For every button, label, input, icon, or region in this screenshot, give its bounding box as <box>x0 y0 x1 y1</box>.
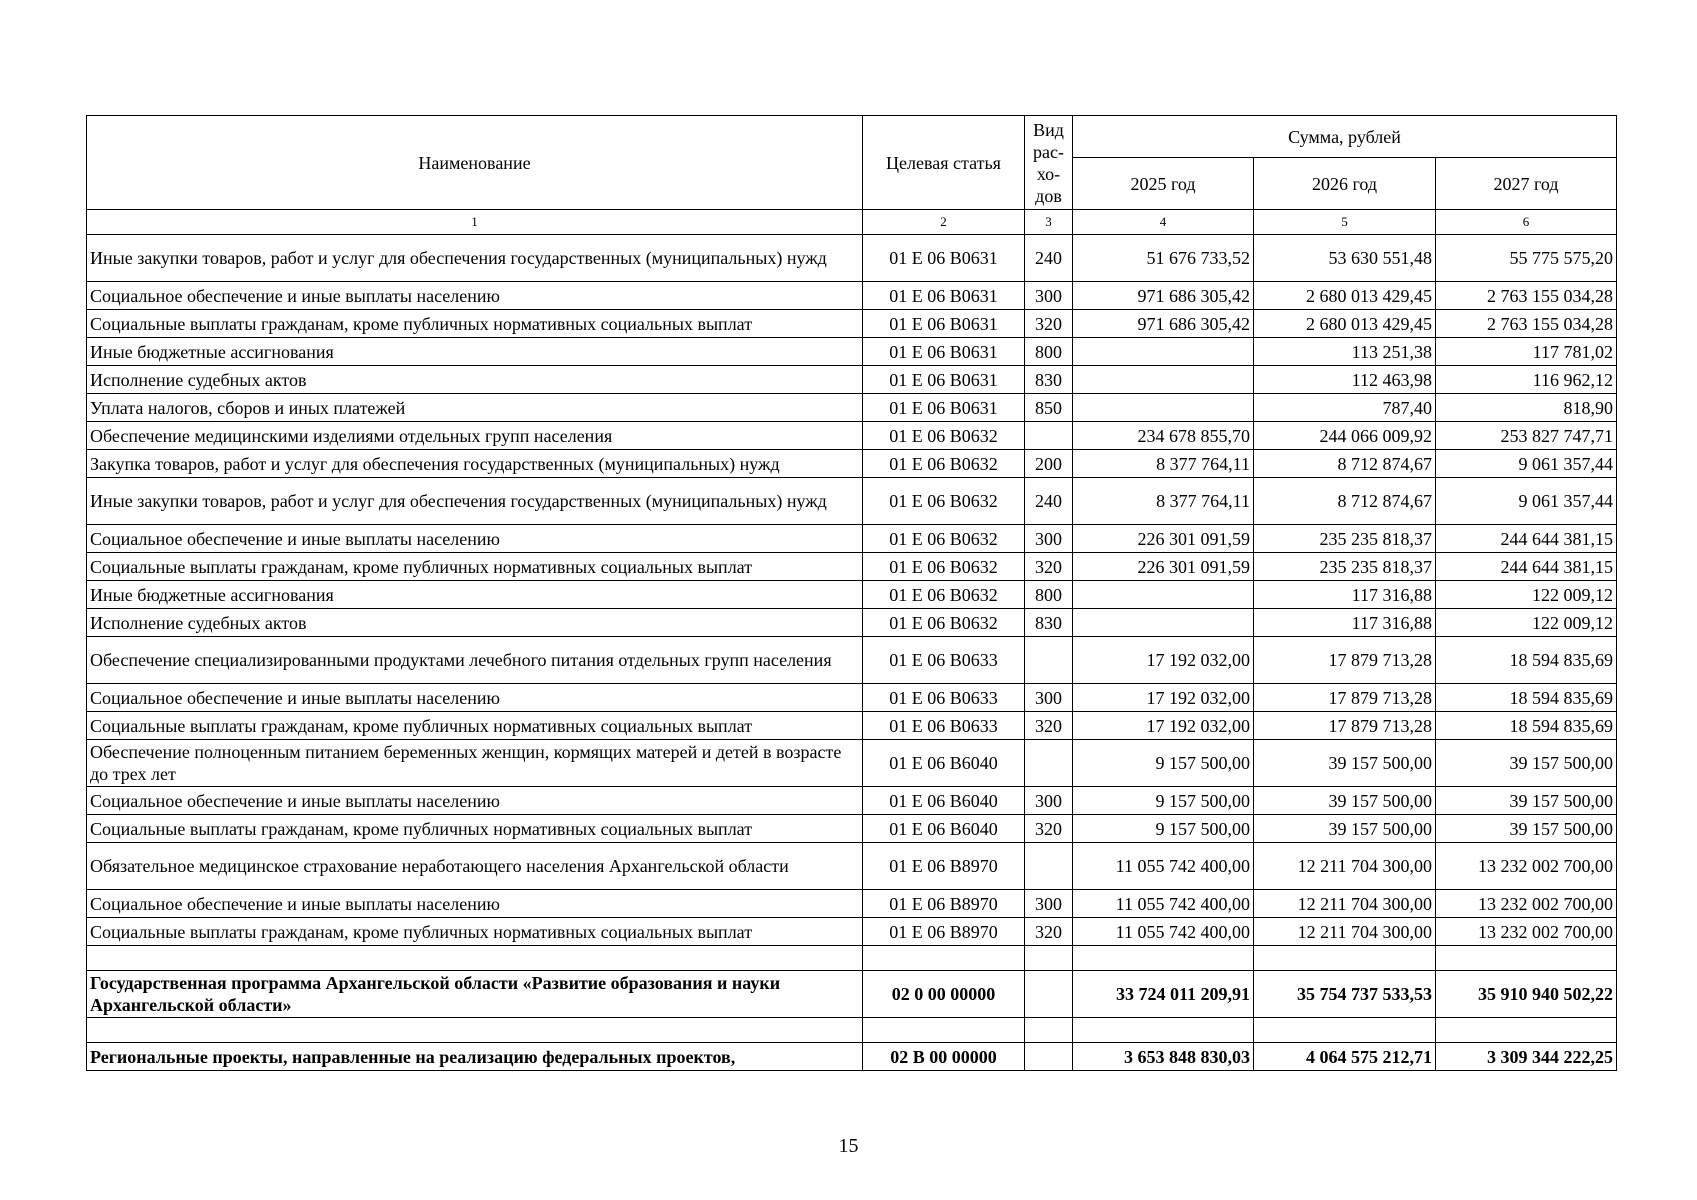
table-row <box>87 890 1617 918</box>
row-sum-2027: 244 644 381,15 <box>1436 553 1617 581</box>
row-target-code: 01 Е 06 В6040 <box>863 740 1025 787</box>
row-name: Обеспечение полноценным питанием беременных женщин, кормящих матерей и детей в возрасте до трех лет <box>87 740 863 787</box>
row-sum-2026: 117 316,88 <box>1254 609 1436 637</box>
column-number: 5 <box>1254 210 1436 235</box>
row-name <box>87 1018 863 1043</box>
header-name: Наименование <box>87 116 863 210</box>
row-name: Закупка товаров, работ и услуг для обеспечения государственных (муниципальных) нужд <box>87 450 863 478</box>
row-target-code: 01 Е 06 В0631 <box>863 366 1025 394</box>
row-sum-2026: 235 235 818,37 <box>1254 553 1436 581</box>
row-target-code <box>863 946 1025 971</box>
row-expense-kind: 300 <box>1025 890 1073 918</box>
row-target-code: 01 Е 06 В6040 <box>863 815 1025 843</box>
row-sum-2026: 17 879 713,28 <box>1254 637 1436 684</box>
row-sum-2027: 244 644 381,15 <box>1436 525 1617 553</box>
table-row <box>87 918 1617 946</box>
row-name: Социальное обеспечение и иные выплаты населению <box>87 684 863 712</box>
table-row <box>87 1043 1617 1071</box>
row-sum-2025 <box>1073 946 1254 971</box>
row-expense-kind: 830 <box>1025 366 1073 394</box>
row-name: Иные закупки товаров, работ и услуг для обеспечения государственных (муниципальных) нужд <box>87 235 863 282</box>
row-sum-2025: 11 055 742 400,00 <box>1073 890 1254 918</box>
row-name: Исполнение судебных актов <box>87 609 863 637</box>
row-sum-2026: 235 235 818,37 <box>1254 525 1436 553</box>
row-sum-2026: 2 680 013 429,45 <box>1254 282 1436 310</box>
row-target-code: 01 Е 06 В0632 <box>863 553 1025 581</box>
row-sum-2025: 8 377 764,11 <box>1073 478 1254 525</box>
row-target-code: 01 Е 06 В0632 <box>863 422 1025 450</box>
row-target-code: 01 Е 06 В0631 <box>863 235 1025 282</box>
row-name: Социальное обеспечение и иные выплаты населению <box>87 282 863 310</box>
row-name <box>87 946 863 971</box>
row-expense-kind <box>1025 971 1073 1018</box>
row-expense-kind: 800 <box>1025 581 1073 609</box>
row-sum-2027: 39 157 500,00 <box>1436 740 1617 787</box>
table-row <box>87 787 1617 815</box>
row-sum-2027: 2 763 155 034,28 <box>1436 310 1617 338</box>
page-number: 15 <box>838 1135 859 1157</box>
table-row <box>87 282 1617 310</box>
row-sum-2026 <box>1254 946 1436 971</box>
table-row <box>87 637 1617 684</box>
row-expense-kind <box>1025 843 1073 890</box>
row-sum-2026: 113 251,38 <box>1254 338 1436 366</box>
row-expense-kind: 320 <box>1025 553 1073 581</box>
row-sum-2026: 8 712 874,67 <box>1254 450 1436 478</box>
row-sum-2027: 117 781,02 <box>1436 338 1617 366</box>
row-target-code: 01 Е 06 В0632 <box>863 525 1025 553</box>
row-sum-2027 <box>1436 1018 1617 1043</box>
table-row <box>87 712 1617 740</box>
row-name: Обязательное медицинское страхование неработающего населения Архангельской области <box>87 843 863 890</box>
row-expense-kind <box>1025 1018 1073 1043</box>
row-sum-2027: 818,90 <box>1436 394 1617 422</box>
row-expense-kind <box>1025 946 1073 971</box>
row-sum-2027: 55 775 575,20 <box>1436 235 1617 282</box>
table-row <box>87 815 1617 843</box>
row-name: Региональные проекты, направленные на реализацию федеральных проектов, <box>87 1043 863 1071</box>
header-target: Целевая статья <box>863 116 1025 210</box>
row-target-code: 01 Е 06 В0631 <box>863 338 1025 366</box>
row-sum-2025 <box>1073 366 1254 394</box>
row-sum-2027: 9 061 357,44 <box>1436 478 1617 525</box>
row-sum-2025: 51 676 733,52 <box>1073 235 1254 282</box>
row-target-code <box>863 1018 1025 1043</box>
row-sum-2027: 18 594 835,69 <box>1436 712 1617 740</box>
table-row <box>87 422 1617 450</box>
table-row <box>87 581 1617 609</box>
table-row <box>87 310 1617 338</box>
row-sum-2025: 226 301 091,59 <box>1073 525 1254 553</box>
row-sum-2025: 11 055 742 400,00 <box>1073 843 1254 890</box>
row-target-code: 02 0 00 00000 <box>863 971 1025 1018</box>
row-sum-2026: 117 316,88 <box>1254 581 1436 609</box>
row-target-code: 01 Е 06 В0633 <box>863 712 1025 740</box>
row-name: Иные закупки товаров, работ и услуг для обеспечения государственных (муниципальных) нужд <box>87 478 863 525</box>
table-row <box>87 946 1617 971</box>
header-year-2027: 2027 год <box>1436 158 1617 210</box>
row-expense-kind: 200 <box>1025 450 1073 478</box>
row-name: Социальные выплаты гражданам, кроме публичных нормативных социальных выплат <box>87 815 863 843</box>
row-name: Социальное обеспечение и иные выплаты населению <box>87 890 863 918</box>
row-sum-2025: 226 301 091,59 <box>1073 553 1254 581</box>
row-sum-2026: 17 879 713,28 <box>1254 712 1436 740</box>
row-expense-kind: 240 <box>1025 478 1073 525</box>
row-sum-2027: 39 157 500,00 <box>1436 787 1617 815</box>
row-sum-2027: 122 009,12 <box>1436 609 1617 637</box>
row-name: Государственная программа Архангельской области «Развитие образования и науки Архангельской области» <box>87 971 863 1018</box>
row-expense-kind: 320 <box>1025 918 1073 946</box>
row-sum-2026: 244 066 009,92 <box>1254 422 1436 450</box>
row-sum-2025: 11 055 742 400,00 <box>1073 918 1254 946</box>
row-sum-2026: 35 754 737 533,53 <box>1254 971 1436 1018</box>
row-sum-2026: 12 211 704 300,00 <box>1254 890 1436 918</box>
row-sum-2026: 12 211 704 300,00 <box>1254 918 1436 946</box>
row-sum-2025 <box>1073 1018 1254 1043</box>
row-sum-2026: 112 463,98 <box>1254 366 1436 394</box>
row-sum-2026: 8 712 874,67 <box>1254 478 1436 525</box>
row-expense-kind: 800 <box>1025 338 1073 366</box>
row-sum-2025: 971 686 305,42 <box>1073 282 1254 310</box>
column-number: 2 <box>863 210 1025 235</box>
row-target-code: 01 Е 06 В0632 <box>863 450 1025 478</box>
row-sum-2025: 9 157 500,00 <box>1073 787 1254 815</box>
header-kind: Вид рас-хо-дов <box>1025 116 1073 210</box>
row-sum-2025: 17 192 032,00 <box>1073 712 1254 740</box>
row-sum-2027 <box>1436 946 1617 971</box>
row-sum-2025: 9 157 500,00 <box>1073 815 1254 843</box>
row-sum-2027: 122 009,12 <box>1436 581 1617 609</box>
row-target-code: 01 Е 06 В0632 <box>863 478 1025 525</box>
column-number: 4 <box>1073 210 1254 235</box>
header-sum: Сумма, рублей <box>1073 116 1617 158</box>
header-year-2025: 2025 год <box>1073 158 1254 210</box>
row-sum-2025: 17 192 032,00 <box>1073 637 1254 684</box>
table-row <box>87 525 1617 553</box>
row-target-code: 01 Е 06 В0632 <box>863 609 1025 637</box>
row-sum-2025 <box>1073 394 1254 422</box>
row-sum-2027: 18 594 835,69 <box>1436 637 1617 684</box>
row-name: Социальное обеспечение и иные выплаты населению <box>87 787 863 815</box>
row-name: Социальное обеспечение и иные выплаты населению <box>87 525 863 553</box>
row-target-code: 01 Е 06 В0632 <box>863 581 1025 609</box>
table-row <box>87 684 1617 712</box>
row-expense-kind: 850 <box>1025 394 1073 422</box>
row-sum-2027: 2 763 155 034,28 <box>1436 282 1617 310</box>
row-sum-2026: 39 157 500,00 <box>1254 815 1436 843</box>
row-target-code: 01 Е 06 В0631 <box>863 394 1025 422</box>
row-expense-kind: 240 <box>1025 235 1073 282</box>
row-name: Иные бюджетные ассигнования <box>87 338 863 366</box>
row-name: Социальные выплаты гражданам, кроме публичных нормативных социальных выплат <box>87 712 863 740</box>
row-expense-kind <box>1025 422 1073 450</box>
row-sum-2025 <box>1073 338 1254 366</box>
row-sum-2026 <box>1254 1018 1436 1043</box>
budget-table <box>86 115 1617 1071</box>
row-target-code: 01 Е 06 В8970 <box>863 918 1025 946</box>
row-target-code: 01 Е 06 В6040 <box>863 787 1025 815</box>
row-sum-2026: 39 157 500,00 <box>1254 787 1436 815</box>
row-target-code: 01 Е 06 В8970 <box>863 843 1025 890</box>
row-sum-2026: 17 879 713,28 <box>1254 684 1436 712</box>
row-expense-kind: 830 <box>1025 609 1073 637</box>
row-expense-kind: 320 <box>1025 310 1073 338</box>
row-sum-2027: 3 309 344 222,25 <box>1436 1043 1617 1071</box>
column-number: 3 <box>1025 210 1073 235</box>
row-expense-kind: 300 <box>1025 787 1073 815</box>
row-name: Обеспечение медицинскими изделиями отдельных групп населения <box>87 422 863 450</box>
row-expense-kind <box>1025 1043 1073 1071</box>
row-target-code: 01 Е 06 В0633 <box>863 684 1025 712</box>
row-sum-2025 <box>1073 609 1254 637</box>
row-sum-2027: 35 910 940 502,22 <box>1436 971 1617 1018</box>
table-row <box>87 843 1617 890</box>
row-sum-2026: 4 064 575 212,71 <box>1254 1043 1436 1071</box>
row-sum-2025: 971 686 305,42 <box>1073 310 1254 338</box>
column-number: 1 <box>87 210 863 235</box>
row-sum-2027: 253 827 747,71 <box>1436 422 1617 450</box>
row-expense-kind <box>1025 740 1073 787</box>
row-name: Социальные выплаты гражданам, кроме публичных нормативных социальных выплат <box>87 310 863 338</box>
row-target-code: 01 Е 06 В0631 <box>863 310 1025 338</box>
row-target-code: 01 Е 06 В8970 <box>863 890 1025 918</box>
row-name: Уплата налогов, сборов и иных платежей <box>87 394 863 422</box>
row-sum-2025: 234 678 855,70 <box>1073 422 1254 450</box>
row-sum-2027: 116 962,12 <box>1436 366 1617 394</box>
row-sum-2026: 39 157 500,00 <box>1254 740 1436 787</box>
row-expense-kind: 300 <box>1025 525 1073 553</box>
row-expense-kind <box>1025 637 1073 684</box>
row-sum-2025 <box>1073 581 1254 609</box>
table-row <box>87 553 1617 581</box>
row-sum-2025: 17 192 032,00 <box>1073 684 1254 712</box>
table-row <box>87 338 1617 366</box>
row-expense-kind: 300 <box>1025 684 1073 712</box>
row-sum-2026: 787,40 <box>1254 394 1436 422</box>
header-year-2026: 2026 год <box>1254 158 1436 210</box>
row-sum-2027: 13 232 002 700,00 <box>1436 918 1617 946</box>
table-row <box>87 478 1617 525</box>
table-row <box>87 450 1617 478</box>
table-row <box>87 1018 1617 1043</box>
table-row <box>87 971 1617 1018</box>
table-row <box>87 394 1617 422</box>
row-name: Обеспечение специализированными продуктами лечебного питания отдельных групп населения <box>87 637 863 684</box>
row-name: Социальные выплаты гражданам, кроме публичных нормативных социальных выплат <box>87 918 863 946</box>
row-target-code: 01 Е 06 В0633 <box>863 637 1025 684</box>
column-number: 6 <box>1436 210 1617 235</box>
row-sum-2025: 9 157 500,00 <box>1073 740 1254 787</box>
budget-table-body <box>87 235 1617 1071</box>
table-row <box>87 366 1617 394</box>
row-expense-kind: 300 <box>1025 282 1073 310</box>
row-name: Исполнение судебных актов <box>87 366 863 394</box>
row-target-code: 01 Е 06 В0631 <box>863 282 1025 310</box>
row-target-code: 02 В 00 00000 <box>863 1043 1025 1071</box>
table-row <box>87 609 1617 637</box>
row-sum-2027: 18 594 835,69 <box>1436 684 1617 712</box>
row-sum-2025: 3 653 848 830,03 <box>1073 1043 1254 1071</box>
row-sum-2025: 8 377 764,11 <box>1073 450 1254 478</box>
row-expense-kind: 320 <box>1025 815 1073 843</box>
row-sum-2026: 12 211 704 300,00 <box>1254 843 1436 890</box>
row-sum-2027: 39 157 500,00 <box>1436 815 1617 843</box>
row-sum-2027: 13 232 002 700,00 <box>1436 843 1617 890</box>
row-expense-kind: 320 <box>1025 712 1073 740</box>
row-name: Иные бюджетные ассигнования <box>87 581 863 609</box>
table-row <box>87 235 1617 282</box>
row-sum-2027: 9 061 357,44 <box>1436 450 1617 478</box>
row-sum-2027: 13 232 002 700,00 <box>1436 890 1617 918</box>
table-row <box>87 740 1617 787</box>
row-sum-2026: 2 680 013 429,45 <box>1254 310 1436 338</box>
row-sum-2026: 53 630 551,48 <box>1254 235 1436 282</box>
row-name: Социальные выплаты гражданам, кроме публичных нормативных социальных выплат <box>87 553 863 581</box>
row-sum-2025: 33 724 011 209,91 <box>1073 971 1254 1018</box>
